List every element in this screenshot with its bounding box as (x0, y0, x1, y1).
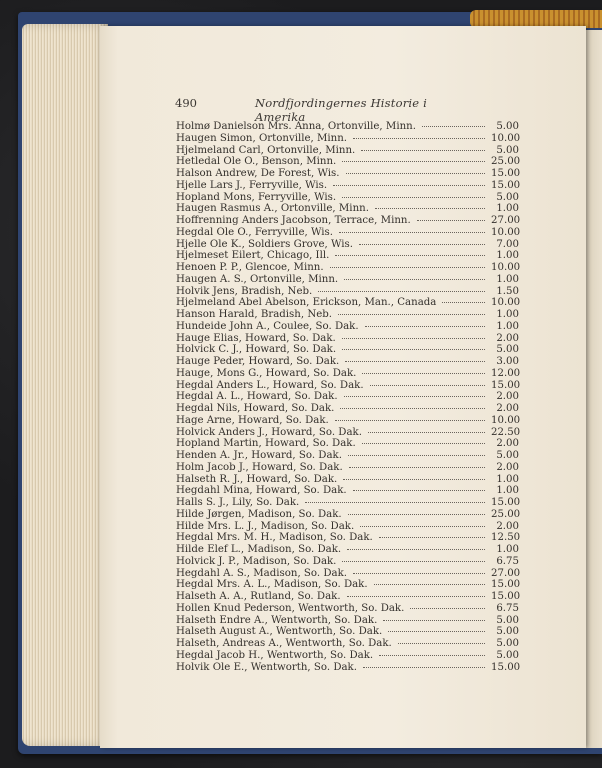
donation-amount: 6.75 (496, 602, 519, 614)
donation-amount: 1.00 (496, 485, 519, 497)
donor-name: Hilde Elef L., Madison, So. Dak. (176, 544, 342, 555)
dot-leader (343, 479, 485, 480)
donation-amount: 15.00 (491, 179, 521, 191)
donation-amount: 5.00 (496, 121, 519, 132)
list-item (176, 427, 519, 439)
donation-amount: 2.00 (496, 520, 519, 532)
donor-name: Hegdahl Mina, Howard, So. Dak. (176, 485, 347, 497)
donor-name: Hoffrenning Anders Jacobson, Terrace, Minn. (176, 215, 411, 226)
donor-name: Haugen Simon, Ortonville, Minn. (176, 132, 348, 144)
dot-leader (347, 596, 485, 597)
dot-leader (363, 667, 485, 668)
list-item (176, 579, 519, 591)
donation-amount: 1.00 (496, 473, 519, 485)
donation-amount: 25.00 (491, 156, 521, 168)
dot-leader (362, 373, 485, 374)
list-item (176, 650, 519, 662)
list-item (176, 250, 519, 262)
dot-leader (417, 220, 485, 221)
list-item (176, 356, 519, 368)
list-item (176, 532, 519, 544)
donation-amount: 2.00 (496, 438, 519, 450)
running-title: Nordfjordingernes Historie i Amerika (255, 96, 428, 124)
dot-leader (340, 408, 485, 409)
dot-leader (374, 584, 485, 585)
list-item (176, 121, 519, 133)
donation-amount: 1.00 (496, 203, 519, 215)
dot-leader (379, 537, 485, 538)
page-number: 490 (175, 96, 197, 110)
list-item (176, 474, 519, 486)
dot-leader (345, 361, 485, 362)
donation-amount: 1.00 (496, 544, 519, 555)
donation-amount: 10.00 (491, 132, 521, 144)
list-item (176, 450, 519, 462)
donation-amount: 15.00 (491, 661, 521, 673)
donation-amount: 15.00 (491, 379, 521, 391)
donor-name: Hegdal Mrs. A. L., Madison, So. Dak. (176, 579, 368, 591)
donor-name: Hollen Knud Pederson, Wentworth, So. Dak. (176, 602, 405, 614)
list-item (176, 297, 519, 309)
donor-name: Haugen A. S., Ortonville, Minn. (176, 273, 339, 285)
donation-amount: 2.00 (496, 332, 519, 344)
donation-amount: 10.00 (491, 297, 521, 309)
donation-amount: 27.00 (491, 215, 521, 226)
page-edges (22, 24, 108, 746)
donor-name: Hegdal Anders L., Howard, So. Dak. (176, 379, 364, 391)
donor-name: Hegdahl A. S., Madison, So. Dak. (176, 567, 347, 579)
list-item (176, 344, 519, 356)
dot-leader (347, 549, 485, 550)
dot-leader (305, 502, 485, 503)
donation-amount: 5.00 (496, 638, 519, 649)
dot-leader (335, 420, 485, 421)
dot-leader (342, 349, 485, 350)
donation-amount: 5.00 (496, 450, 519, 461)
donor-name: Hjelle Ole K., Soldiers Grove, Wis. (176, 238, 353, 250)
donor-name: Henden A. Jr., Howard, So. Dak. (176, 450, 342, 461)
list-item (176, 286, 519, 298)
donation-amount: 1.00 (496, 309, 519, 320)
donor-name: Halseth August A., Wentworth, So. Dak. (176, 626, 383, 638)
donation-amount: 15.00 (491, 591, 521, 602)
donor-name: Halls S. J., Lily, So. Dak. (176, 497, 300, 508)
list-item (176, 274, 519, 286)
donor-list (176, 121, 519, 673)
list-item (176, 333, 519, 345)
donor-name: Holvick J. P., Madison, So. Dak. (176, 555, 337, 567)
dot-leader (330, 267, 485, 268)
list-item (176, 391, 519, 403)
dot-leader (339, 232, 485, 233)
donation-amount: 7.00 (496, 238, 519, 250)
dot-leader (338, 314, 485, 315)
list-item (176, 168, 519, 180)
donation-amount: 15.00 (491, 168, 521, 179)
list-item (176, 497, 519, 509)
donation-amount: 2.00 (496, 391, 519, 403)
list-item (176, 309, 519, 321)
donor-name: Holm Jacob J., Howard, So. Dak. (176, 461, 343, 473)
list-item (176, 145, 519, 157)
donor-name: Holvik Jens, Bradish, Neb. (176, 285, 313, 297)
donation-amount: 22.50 (491, 426, 521, 438)
donor-name: Holmø Danielson Mrs. Anna, Ortonville, Minn. (176, 121, 416, 132)
dot-leader (349, 467, 485, 468)
donor-name: Holvick C. J., Howard, So. Dak. (176, 344, 337, 356)
list-item (176, 215, 519, 227)
dot-leader (353, 573, 485, 574)
donor-name: Halseth R. J., Howard, So. Dak. (176, 473, 338, 485)
donor-name: Holvik Ole E., Wentworth, So. Dak. (176, 661, 357, 673)
donation-amount: 5.00 (496, 144, 519, 156)
donor-name: Hauge Elias, Howard, So. Dak. (176, 332, 336, 344)
list-item (176, 368, 519, 380)
donation-amount: 3.00 (496, 356, 519, 367)
list-item (176, 180, 519, 192)
dot-leader (398, 643, 485, 644)
dot-leader (344, 396, 485, 397)
donation-amount: 6.75 (496, 555, 519, 567)
list-item (176, 556, 519, 568)
dot-leader (383, 620, 485, 621)
list-item (176, 156, 519, 168)
donation-amount: 10.00 (491, 262, 521, 273)
donation-amount: 5.00 (496, 649, 519, 661)
dot-leader (368, 432, 485, 433)
dot-leader (388, 631, 485, 632)
dot-leader (375, 208, 485, 209)
list-item (176, 321, 519, 333)
dot-leader (346, 173, 486, 174)
donation-amount: 5.00 (496, 614, 519, 626)
list-item (176, 227, 519, 239)
list-item (176, 133, 519, 145)
donation-amount: 10.00 (491, 226, 521, 238)
donation-amount: 5.00 (496, 344, 519, 356)
dot-leader (348, 514, 485, 515)
list-item (176, 662, 519, 674)
list-item (176, 239, 519, 251)
donor-name: Hegdal Jacob H., Wentworth, So. Dak. (176, 649, 374, 661)
donor-name: Hegdal Ole O., Ferryville, Wis. (176, 226, 333, 238)
donor-name: Hilde Jørgen, Madison, So. Dak. (176, 508, 342, 520)
dot-leader (342, 161, 485, 162)
list-item (176, 192, 519, 204)
dot-leader (379, 655, 485, 656)
donor-name: Hauge Peder, Howard, So. Dak. (176, 356, 340, 367)
dot-leader (365, 326, 485, 327)
dot-leader (348, 455, 485, 456)
dot-leader (422, 126, 485, 127)
donor-name: Halseth A. A., Rutland, So. Dak. (176, 591, 341, 602)
dot-leader (333, 185, 485, 186)
donation-amount: 1.00 (496, 273, 519, 285)
donor-name: Hetledal Ole O., Benson, Minn. (176, 156, 337, 168)
donation-amount: 2.00 (496, 461, 519, 473)
donor-name: Hjelmeset Eilert, Chicago, Ill. (176, 250, 330, 262)
donor-name: Hjelmeland Carl, Ortonville, Minn. (176, 144, 356, 156)
donation-amount: 12.50 (491, 532, 521, 544)
donation-amount: 15.00 (491, 579, 521, 591)
list-item (176, 438, 519, 450)
donation-amount: 10.00 (491, 414, 521, 426)
donor-name: Holvick Anders J., Howard, So. Dak. (176, 426, 362, 438)
donor-name: Henoen P. P., Glencoe, Minn. (176, 262, 324, 273)
list-item (176, 615, 519, 627)
donor-name: Hjelmeland Abel Abelson, Erickson, Man., Canada (176, 297, 437, 309)
dot-leader (360, 526, 485, 527)
donor-name: Hauge, Mons G., Howard, So. Dak. (176, 367, 357, 379)
donation-amount: 12.00 (491, 367, 521, 379)
dot-leader (359, 244, 485, 245)
list-item (176, 509, 519, 521)
donation-amount: 15.00 (491, 497, 521, 508)
list-item (176, 568, 519, 580)
donation-amount: 1.00 (496, 320, 519, 332)
donor-name: Hanson Harald, Bradish, Neb. (176, 309, 333, 320)
dot-leader (370, 385, 485, 386)
donor-name: Hundeide John A., Coulee, So. Dak. (176, 320, 359, 332)
list-item (176, 521, 519, 533)
donor-name: Hegdal Nils, Howard, So. Dak. (176, 403, 335, 414)
list-item (176, 203, 519, 215)
dot-leader (361, 150, 485, 151)
dot-leader (362, 443, 485, 444)
donor-name: Hilde Mrs. L. J., Madison, So. Dak. (176, 520, 355, 532)
dot-leader (442, 302, 485, 303)
list-item (176, 380, 519, 392)
list-item (176, 462, 519, 474)
donor-name: Hopland Mons, Ferryville, Wis. (176, 191, 337, 203)
donor-name: Hage Arne, Howard, So. Dak. (176, 414, 329, 426)
list-item (176, 603, 519, 615)
list-item (176, 485, 519, 497)
list-item (176, 638, 519, 650)
list-item (176, 403, 519, 415)
dot-leader (342, 561, 485, 562)
list-item (176, 591, 519, 603)
donor-name: Hegdal Mrs. M. H., Madison, So. Dak. (176, 532, 373, 544)
donor-name: Hjelle Lars J., Ferryville, Wis. (176, 179, 328, 191)
donation-amount: 1.50 (496, 285, 519, 297)
dot-leader (353, 138, 485, 139)
donor-name: Haugen Rasmus A., Ortonville, Minn. (176, 203, 369, 215)
list-item (176, 626, 519, 638)
donor-name: Hopland Martin, Howard, So. Dak. (176, 438, 356, 450)
dot-leader (353, 490, 485, 491)
list-item (176, 262, 519, 274)
donor-name: Halson Andrew, De Forest, Wis. (176, 168, 340, 179)
donation-amount: 1.00 (496, 250, 519, 262)
dot-leader (342, 197, 485, 198)
dot-leader (342, 338, 485, 339)
list-item (176, 544, 519, 556)
donor-name: Hegdal A. L., Howard, So. Dak. (176, 391, 338, 403)
donation-amount: 27.00 (491, 567, 521, 579)
dot-leader (344, 279, 485, 280)
donor-name: Halseth Endre A., Wentworth, So. Dak. (176, 614, 378, 626)
donation-amount: 2.00 (496, 403, 519, 414)
dot-leader (335, 255, 485, 256)
dot-leader (318, 291, 485, 292)
donation-amount: 5.00 (496, 626, 519, 638)
donation-amount: 5.00 (496, 191, 519, 203)
list-item (176, 415, 519, 427)
dot-leader (410, 608, 485, 609)
donor-name: Halseth, Andreas A., Wentworth, So. Dak. (176, 638, 392, 649)
donation-amount: 25.00 (491, 508, 521, 520)
